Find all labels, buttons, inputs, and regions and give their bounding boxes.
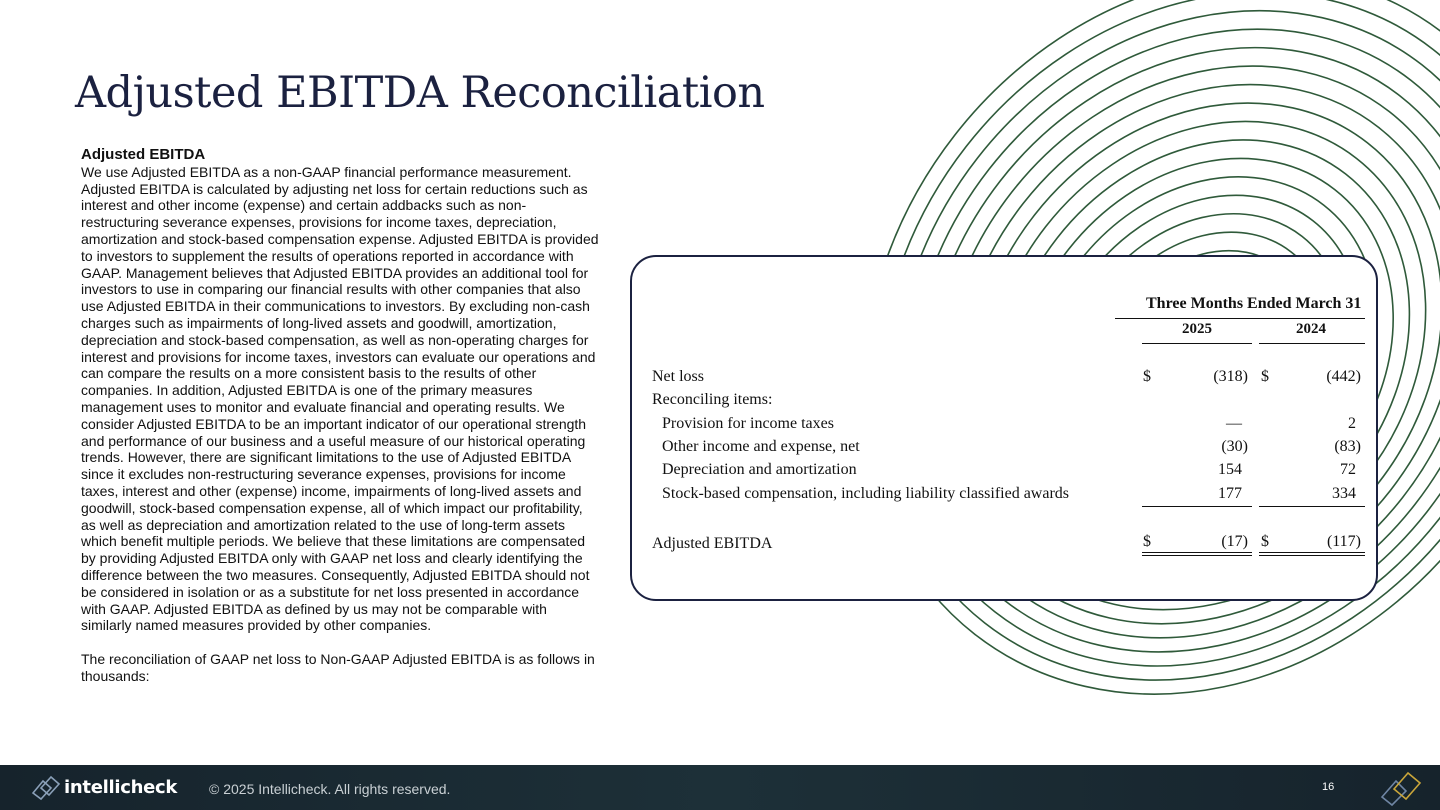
subtotal-rule-2024 — [1259, 506, 1365, 507]
page-title: Adjusted EBITDA Reconciliation — [75, 68, 765, 118]
description-paragraph: We use Adjusted EBITDA as a non-GAAP financial performance measurement. Adjusted EBITDA is calculated by adjusting net loss for certain reductions such as interest and other income (expense) and certain addbacks such as non-restructuring severance expenses, provisions for income taxes, depreciation, amortization and stock-based compensation expense. Adjusted EBITDA is provided to investors to supplement the results of operations reported in accordance with GAAP. Management believes that Adjusted EBITDA provides an additional tool for investors to use in comparing our financial results with other companies that also use Adjusted EBITDA in their communications to investors. By excluding non-cash charges such as impairments of long-lived assets and goodwill, amortization, depreciation and stock-based compensation, as well as non-operating charges for interest and provisions for income taxes, investors can evaluate our operations and can compare the results on a more consistent basis to the results of other companies. In addition, Adjusted EBITDA is one of the primary measures management uses to monitor and evaluate financial and operating results. We consider Adjusted EBITDA to be an important indicator of our operational strength and performance of our business and a useful measure of our historical operating trends. However, there are significant limitations to the use of Adjusted EBITDA since it excludes non-restructuring severance expenses, provisions for income taxes, interest and other (expense) income, impairments of long-lived assets and goodwill, stock-based compensation expense, all of which impact our profitability, as well as depreciation and amortization related to the use of long-term assets which benefit multiple periods. We believe that these limitations are compensated by providing Adjusted EBITDA only with GAAP net loss and clearly identifying the difference between the two measures. Consequently, Adjusted EBITDA should not be considered in isolation or as a substitute for net loss presented in accordance with GAAP. Adjusted EBITDA as defined by us may not be comparable with similarly named measures provided by other companies. — [81, 163, 599, 634]
value-other-income-2025: (30) — [1221, 438, 1248, 455]
value-stock-comp-2024: 334 — [1332, 485, 1356, 502]
row-label-adjusted-ebitda: Adjusted EBITDA — [652, 535, 773, 552]
copyright-notice: © 2025 Intellicheck. All rights reserved. — [209, 781, 451, 797]
row-label-depreciation: Depreciation and amortization — [662, 461, 857, 478]
value-stock-comp-2025: 177 — [1218, 485, 1242, 502]
value-net-loss-2025: (318) — [1213, 368, 1248, 385]
row-label-reconciling-items: Reconciling items: — [652, 391, 773, 408]
year-rule-2025 — [1142, 343, 1252, 344]
value-depreciation-2024: 72 — [1340, 461, 1356, 478]
currency-symbol: $ — [1261, 533, 1269, 550]
value-provision-2025: — — [1226, 415, 1242, 432]
currency-symbol: $ — [1143, 368, 1151, 385]
footer-bar — [0, 765, 1440, 810]
column-header-2025: 2025 — [1182, 321, 1212, 337]
row-label-other-income: Other income and expense, net — [662, 438, 860, 455]
currency-symbol: $ — [1261, 368, 1269, 385]
value-net-loss-2024: (442) — [1326, 368, 1361, 385]
total-double-rule-2024 — [1259, 552, 1365, 553]
total-double-rule-2025 — [1142, 552, 1252, 553]
reconciliation-table — [630, 255, 1378, 601]
row-label-net-loss: Net loss — [652, 368, 704, 385]
paragraph-gap — [81, 634, 601, 651]
subtotal-rule-2025 — [1142, 506, 1252, 507]
currency-symbol: $ — [1143, 533, 1151, 550]
intellicheck-logo-text: intellicheck — [64, 777, 178, 798]
value-other-income-2024: (83) — [1334, 438, 1361, 455]
column-group-header: Three Months Ended March 31 — [1146, 295, 1362, 312]
closing-sentence: The reconciliation of GAAP net loss to Non-GAAP Adjusted EBITDA is as follows in thousands: — [81, 650, 595, 684]
page-number: 16 — [1322, 781, 1335, 793]
corner-brand-icon — [1378, 771, 1424, 807]
description-text-block — [81, 147, 601, 685]
value-depreciation-2025: 154 — [1218, 461, 1242, 478]
intellicheck-logo-icon — [30, 775, 62, 801]
total-double-rule-2025 — [1142, 555, 1252, 556]
value-provision-2024: 2 — [1348, 415, 1356, 432]
value-adjusted-2025: (17) — [1221, 533, 1248, 550]
total-double-rule-2024 — [1259, 555, 1365, 556]
year-rule-2024 — [1259, 343, 1365, 344]
value-adjusted-2024: (117) — [1326, 533, 1361, 550]
row-label-stock-comp: Stock-based compensation, including liability classified awards — [662, 485, 1070, 502]
column-header-2024: 2024 — [1296, 321, 1326, 337]
row-label-provision: Provision for income taxes — [662, 415, 834, 432]
section-subhead: Adjusted EBITDA — [81, 146, 206, 163]
header-rule — [1115, 318, 1365, 319]
